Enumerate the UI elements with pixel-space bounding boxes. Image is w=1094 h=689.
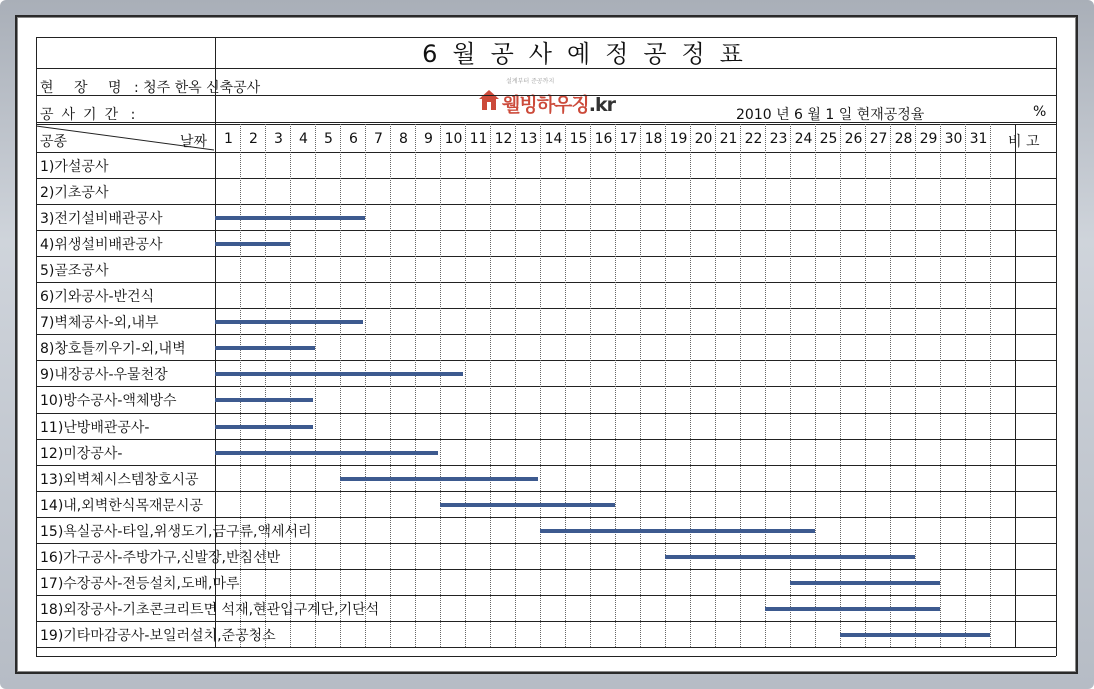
grid-row-line: [36, 543, 1056, 544]
grid-day-line: [540, 124, 541, 647]
grid-right-line: [1056, 37, 1057, 656]
grid-row-line: [36, 386, 1056, 387]
grid-hline: [36, 95, 1056, 96]
task-label: 14)내,외벽한식목재문시공: [40, 497, 203, 514]
grid-day-line: [565, 124, 566, 647]
day-number: 27: [869, 131, 888, 147]
grid-day-line: [590, 124, 591, 647]
header-date: 날짜: [180, 134, 208, 150]
grid-day-line: [515, 124, 516, 647]
grid-day-line: [290, 124, 291, 647]
task-label: 3)전기설비배관공사: [40, 211, 163, 228]
grid-day-line: [940, 124, 941, 647]
period-colon: :: [130, 107, 136, 123]
grid-day-line: [240, 124, 241, 647]
grid-row-line: [36, 517, 1056, 518]
grid-row-line: [36, 178, 1056, 179]
day-number: 13: [519, 131, 538, 147]
day-number: 23: [769, 131, 788, 147]
site-row: [40, 77, 260, 97]
grid-row-line: [36, 204, 1056, 205]
day-number: 19: [669, 131, 688, 147]
grid-day-line: [415, 124, 416, 647]
day-number: 24: [794, 131, 813, 147]
task-bar: [340, 477, 538, 481]
day-number: 31: [969, 131, 988, 147]
day-number: 8: [399, 131, 408, 147]
task-label: 18)외장공사-기초콘크리트면 석재,현관입구계단,기단석: [40, 601, 380, 618]
grid-day-line: [965, 124, 966, 647]
grid-row-line: [36, 439, 1056, 440]
day-number: 12: [494, 131, 513, 147]
task-bar: [215, 320, 363, 324]
grid-row-line: [36, 491, 1056, 492]
grid-day-line: [440, 124, 441, 647]
day-number: 3: [274, 131, 283, 147]
grid-day-line: [990, 124, 991, 647]
grid-row-line: [36, 595, 1056, 596]
header-remarks: 비 고: [1008, 134, 1040, 150]
day-number: 9: [424, 131, 433, 147]
day-number: 18: [644, 131, 663, 147]
day-number: 29: [919, 131, 938, 147]
task-label: 16)가구공사-주방가구,신발장,반침선반: [40, 549, 281, 566]
task-label: 12)미장공사-: [40, 445, 123, 462]
grid-day-line: [815, 124, 816, 647]
grid-day-line: [740, 124, 741, 647]
period-label: 공사기간: [40, 107, 127, 123]
grid-row-line: [36, 334, 1056, 335]
grid-day-line: [790, 124, 791, 647]
task-label: 2)기초공사: [40, 185, 109, 202]
day-number: 6: [349, 131, 358, 147]
day-number: 22: [744, 131, 763, 147]
grid-remarks-divider: [1015, 124, 1016, 647]
day-number: 11: [469, 131, 488, 147]
logo-name: 웰빙하우징.kr: [502, 94, 616, 116]
task-bar: [440, 503, 615, 507]
header-work-type: 공종: [40, 134, 68, 150]
grid-day-line: [390, 124, 391, 647]
page-title: 6월공사예정공정표: [422, 40, 758, 68]
task-label: 11)난방배관공사-: [40, 419, 150, 436]
grid-day-line: [315, 124, 316, 647]
grid-day-line: [665, 124, 666, 647]
grid-row-line: [36, 308, 1056, 309]
task-label: 13)외벽체시스템창호시공: [40, 471, 199, 488]
task-bar: [215, 242, 290, 246]
task-bar: [215, 425, 313, 429]
task-label: 7)벽체공사-외,내부: [40, 315, 159, 332]
grid-row-line: [36, 282, 1056, 283]
logo: [478, 76, 638, 120]
grid-row-line: [36, 360, 1056, 361]
day-number: 28: [894, 131, 913, 147]
task-bar: [215, 372, 463, 376]
task-bar: [765, 607, 940, 611]
day-number: 10: [444, 131, 463, 147]
day-number: 5: [324, 131, 333, 147]
grid-day-line: [265, 124, 266, 647]
day-number: 7: [374, 131, 383, 147]
task-bar: [215, 346, 315, 350]
grid-row-line: [36, 621, 1056, 622]
grid-day-line: [765, 124, 766, 647]
percent-sign: %: [1033, 104, 1047, 120]
grid-row-line: [36, 413, 1056, 414]
day-number: 2: [249, 131, 258, 147]
grid-row-line: [36, 256, 1056, 257]
task-bar: [215, 216, 365, 220]
grid-left-line: [36, 37, 37, 656]
day-number: 4: [299, 131, 308, 147]
grid-day-line: [490, 124, 491, 647]
grid-hline: [36, 124, 1056, 125]
day-number: 15: [569, 131, 588, 147]
task-label: 17)수장공사-전등설치,도배,마루: [40, 575, 240, 592]
house-logo-icon: [478, 88, 500, 112]
grid-hline: [36, 37, 1056, 38]
grid-day-line: [340, 124, 341, 647]
task-label: 10)방수공사-액체방수: [40, 393, 177, 410]
grid-day-line: [465, 124, 466, 647]
day-number: 16: [594, 131, 613, 147]
task-label: 1)가설공사: [40, 159, 109, 175]
grid-day-line: [640, 124, 641, 647]
day-number: 26: [844, 131, 863, 147]
task-label: 19)기타마감공사-보일러설치,준공청소: [40, 627, 276, 644]
task-bar: [790, 581, 940, 585]
task-label: 6)기와공사-반건식: [40, 289, 155, 306]
site-label: 현 장 명: [40, 80, 130, 96]
day-number: 1: [224, 131, 233, 147]
task-bar: [215, 398, 313, 402]
task-label: 9)내장공사-우물천장: [40, 367, 168, 384]
period-row: [40, 104, 135, 124]
grid-day-line: [690, 124, 691, 647]
day-number: 30: [944, 131, 963, 147]
day-number: 20: [694, 131, 713, 147]
grid-row-line: [36, 569, 1056, 570]
grid-day-line: [715, 124, 716, 647]
task-bar: [665, 555, 915, 559]
grid-day-line: [915, 124, 916, 647]
grid-bottom-line: [36, 656, 1056, 657]
grid-hline: [36, 152, 1056, 153]
site-value: : 청주 한옥 신축공사: [133, 80, 261, 96]
grid-day-line: [615, 124, 616, 647]
day-number: 14: [544, 131, 563, 147]
grid-day-line: [365, 124, 366, 647]
task-bar: [215, 451, 438, 455]
task-bar: [840, 633, 990, 637]
grid-day-line: [840, 124, 841, 647]
grid-row-line: [36, 230, 1056, 231]
task-bar: [540, 529, 815, 533]
logo-tagline: 설계부터 준공까지: [506, 78, 555, 85]
grid-day-line: [865, 124, 866, 647]
status-date: 2010 년 6 월 1 일 현재공정율: [736, 107, 925, 123]
grid-day-line: [890, 124, 891, 647]
day-number: 21: [719, 131, 738, 147]
day-number: 17: [619, 131, 638, 147]
task-label: 15)욕실공사-타일,위생도기,금구류,액세서리: [40, 523, 312, 540]
grid-hline: [36, 68, 1056, 69]
task-label: 8)창호틀끼우기-외,내벽: [40, 341, 186, 358]
grid-row-line: [36, 647, 1056, 648]
grid-hline: [36, 122, 1056, 123]
grid-row-line: [36, 465, 1056, 466]
task-label: 5)골조공사: [40, 263, 109, 280]
task-label: 4)위생설비배관공사: [40, 237, 163, 254]
day-number: 25: [819, 131, 838, 147]
header-diagonal: [36, 124, 216, 152]
